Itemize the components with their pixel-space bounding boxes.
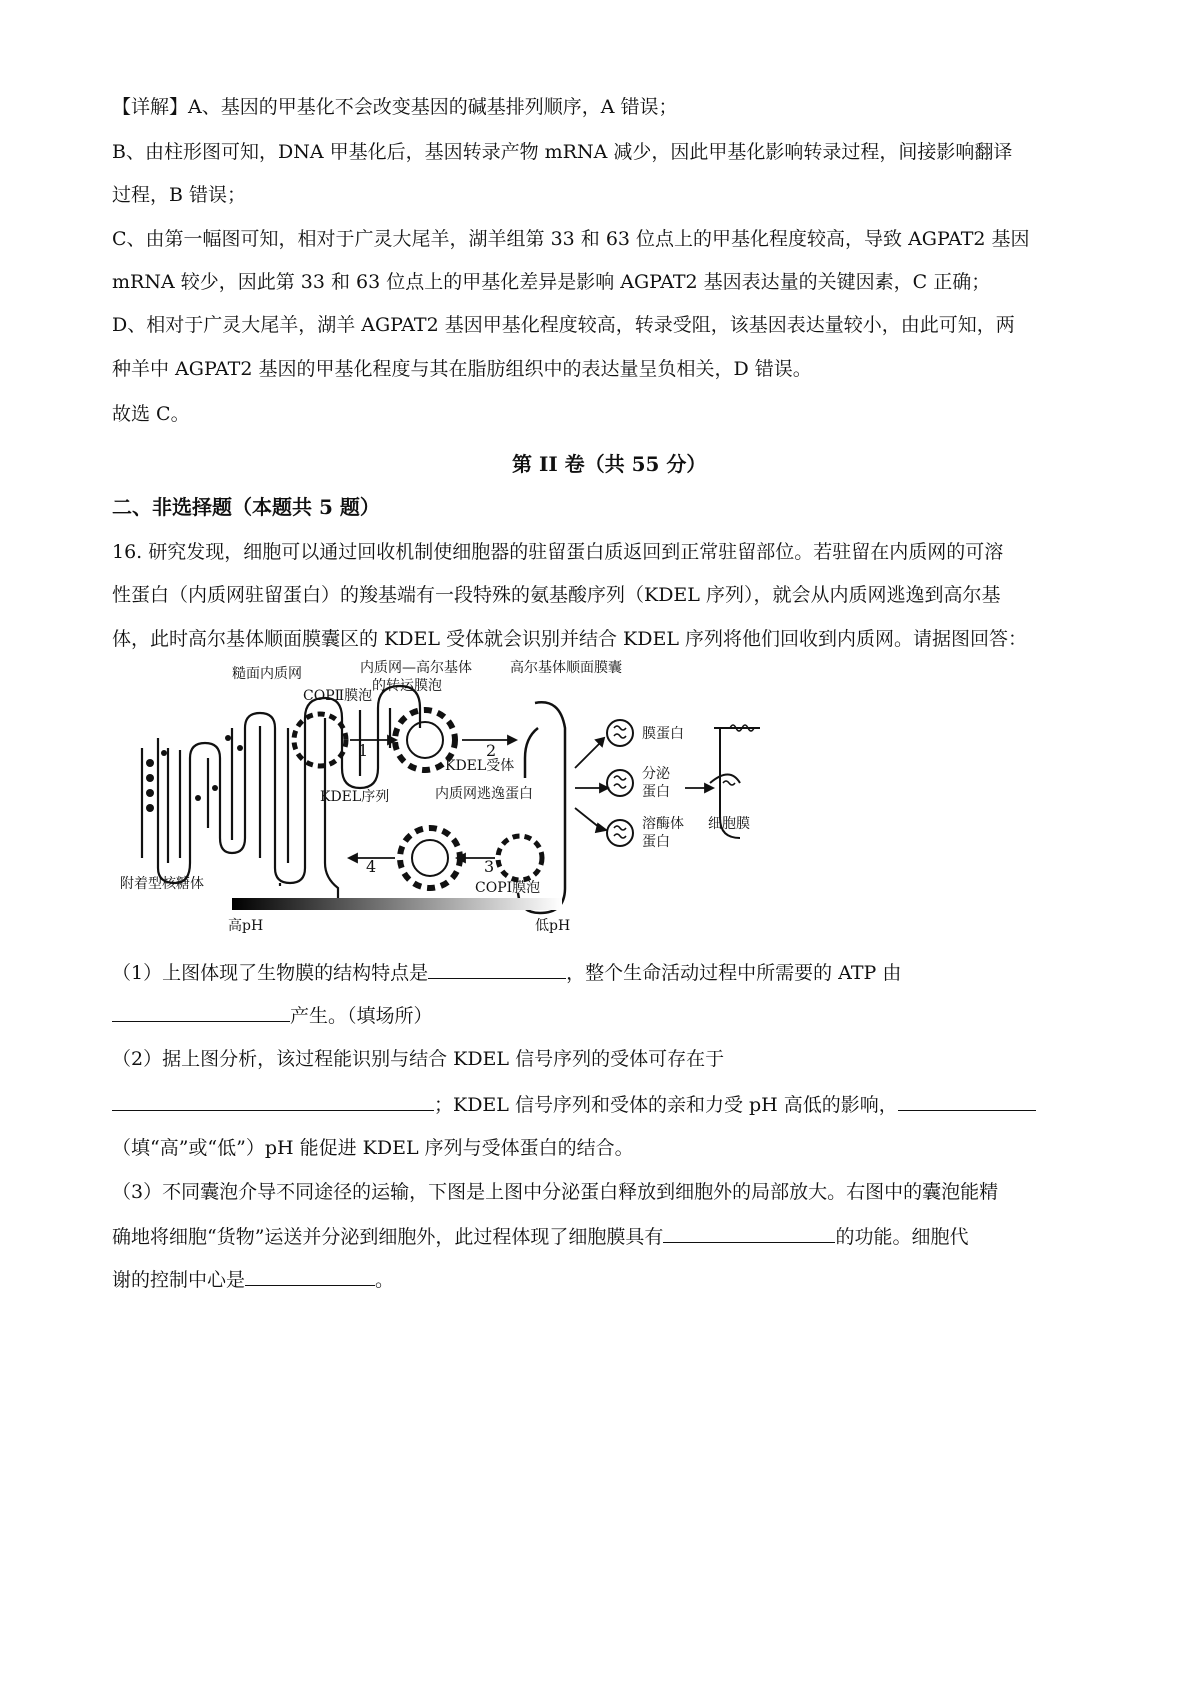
q16-part1-prompt: （1）上图体现了生物膜的结构特点是 — [112, 962, 429, 984]
q16-part1-tail: 产生。（填场所） — [290, 1005, 433, 1027]
detail-tag: 【详解】 — [112, 96, 189, 118]
label-kdel-seq: KDEL序列 — [320, 789, 390, 805]
label-lysosome-1: 溶酶体 — [642, 816, 684, 832]
part-heading: 二、非选择题（本题共 5 题） — [112, 495, 380, 519]
label-golgi-cis: 高尔基体顺面膜囊 — [510, 660, 622, 676]
answer-blank-membrane-feature[interactable] — [428, 960, 566, 979]
label-secreted-2: 蛋白 — [642, 784, 670, 800]
label-transport-bottom: 的转运膜泡 — [372, 678, 442, 694]
label-cell-membrane: 细胞膜 — [708, 816, 750, 832]
answer-blank-control-center[interactable] — [245, 1267, 375, 1286]
copi-vesicle-left — [400, 828, 460, 888]
label-step-2: 2 — [486, 741, 497, 760]
label-transport-top: 内质网—高尔基体 — [360, 660, 472, 676]
copi-vesicle-right — [498, 836, 542, 880]
q16-intro-line-3: 体，此时高尔基体顺面膜囊区的 KDEL 受体就会识别并结合 KDEL 序列将他们回收到内质网。请据图回答： — [112, 628, 1027, 650]
q16-intro-line-2: 性蛋白（内质网驻留蛋白）的羧基端有一段特殊的氨基酸序列（KDEL 序列），就会从内质网逃逸到高尔基 — [112, 584, 1001, 606]
q16-intro-line-1: 16. 研究发现，细胞可以通过回收机制使细胞器的驻留蛋白质返回到正常驻留部位。若驻留在内质网的可溶 — [112, 541, 1004, 563]
q16-part2-line-3: （填“高”或“低”）pH 能促进 KDEL 序列与受体蛋白的结合。 — [112, 1137, 634, 1159]
answer-blank-ph-level[interactable] — [898, 1092, 1036, 1111]
explanation-line-1 — [112, 95, 678, 119]
label-lysosome-2: 蛋白 — [642, 834, 670, 850]
explanation-line-3: 过程，B 错误； — [112, 184, 247, 206]
q16-part2-line-1: （2）据上图分析，该过程能识别与结合 KDEL 信号序列的受体可存在于 — [112, 1048, 725, 1070]
label-copi: COPⅠ膜泡 — [475, 880, 541, 896]
q16-part3-line-2 — [112, 1224, 968, 1249]
explanation-line-4: C、由第一幅图可知，相对于广灵大尾羊，湖羊组第 33 和 63 位点上的甲基化程度较高，导致 AGPAT2 基因 — [112, 228, 1030, 250]
label-rough-er: 糙面内质网 — [232, 666, 302, 682]
answer-blank-atp-site[interactable] — [112, 1003, 290, 1022]
lysosome-protein-vesicle — [607, 820, 633, 846]
q16-part3-function: 确地将细胞“货物”运送并分泌到细胞外，此过程体现了细胞膜具有 — [112, 1226, 664, 1248]
explanation-line-8: 故选 C。 — [112, 403, 190, 425]
section-title: 第 II 卷（共 55 分） — [512, 452, 707, 476]
answer-blank-membrane-function[interactable] — [663, 1224, 835, 1243]
explanation-line-6: D、相对于广灵大尾羊，湖羊 AGPAT2 基因甲基化程度较高，转录受阻，该基因表达量较小，由此可知，两 — [112, 314, 1015, 336]
q16-part2-ph: ；KDEL 信号序列和受体的亲和力受 pH 高低的影响， — [434, 1094, 898, 1116]
label-step-3: 3 — [484, 857, 495, 876]
explanation-line-2: B、由柱形图可知，DNA 甲基化后，基因转录产物 mRNA 减少，因此甲基化影响转录过程，间接影响翻译 — [112, 141, 1013, 163]
label-high-ph: 高pH — [228, 918, 264, 934]
answer-blank-receptor-location[interactable] — [112, 1092, 434, 1111]
membrane-protein-vesicle — [607, 720, 633, 746]
q16-part3-metabolism: 的功能。细胞代 — [835, 1226, 969, 1248]
label-ribosome: 附着型核糖体 — [120, 876, 204, 892]
q16-part1-line-1 — [112, 960, 901, 985]
label-low-ph: 低pH — [535, 918, 571, 934]
copii-vesicle — [294, 714, 346, 766]
explanation-line-7: 种羊中 AGPAT2 基因的甲基化程度与其在脂肪组织中的表达量呈负相关，D 错误。 — [112, 358, 812, 380]
ph-gradient-bar — [232, 898, 562, 910]
explanation-line-5: mRNA 较少，因此第 33 和 63 位点上的甲基化差异是影响 AGPAT2 基因表达量的关键因素，C 正确； — [112, 271, 991, 293]
q16-part3-end: 。 — [375, 1269, 395, 1291]
secreted-protein-vesicle — [607, 770, 633, 796]
label-copii: COPⅡ膜泡 — [303, 688, 373, 704]
q16-part2-line-2 — [112, 1092, 1036, 1117]
label-step-1: 1 — [358, 741, 369, 760]
rough-er-membrane — [142, 686, 420, 883]
label-membrane-protein: 膜蛋白 — [642, 726, 684, 742]
label-escape-protein: 内质网逃逸蛋白 — [435, 786, 533, 802]
q16-part3-line-1: （3）不同囊泡介导不同途径的运输，下图是上图中分泌蛋白释放到细胞外的局部放大。右图中的囊泡能精 — [112, 1181, 999, 1203]
q16-part1-line-2 — [112, 1003, 433, 1028]
label-secreted-1: 分泌 — [642, 766, 670, 782]
option-a-text: A、基因的甲基化不会改变基因的碱基排列顺序，A 错误； — [188, 96, 678, 118]
label-kdel-receptor: KDEL受体 — [445, 758, 515, 774]
q16-part3-control: 谢的控制中心是 — [112, 1269, 246, 1291]
kdel-recycling-figure — [120, 658, 840, 948]
label-step-4: 4 — [366, 857, 377, 876]
q16-part1-atp: ，整个生命活动过程中所需要的 ATP 由 — [566, 962, 902, 984]
q16-part3-line-3 — [112, 1267, 394, 1292]
